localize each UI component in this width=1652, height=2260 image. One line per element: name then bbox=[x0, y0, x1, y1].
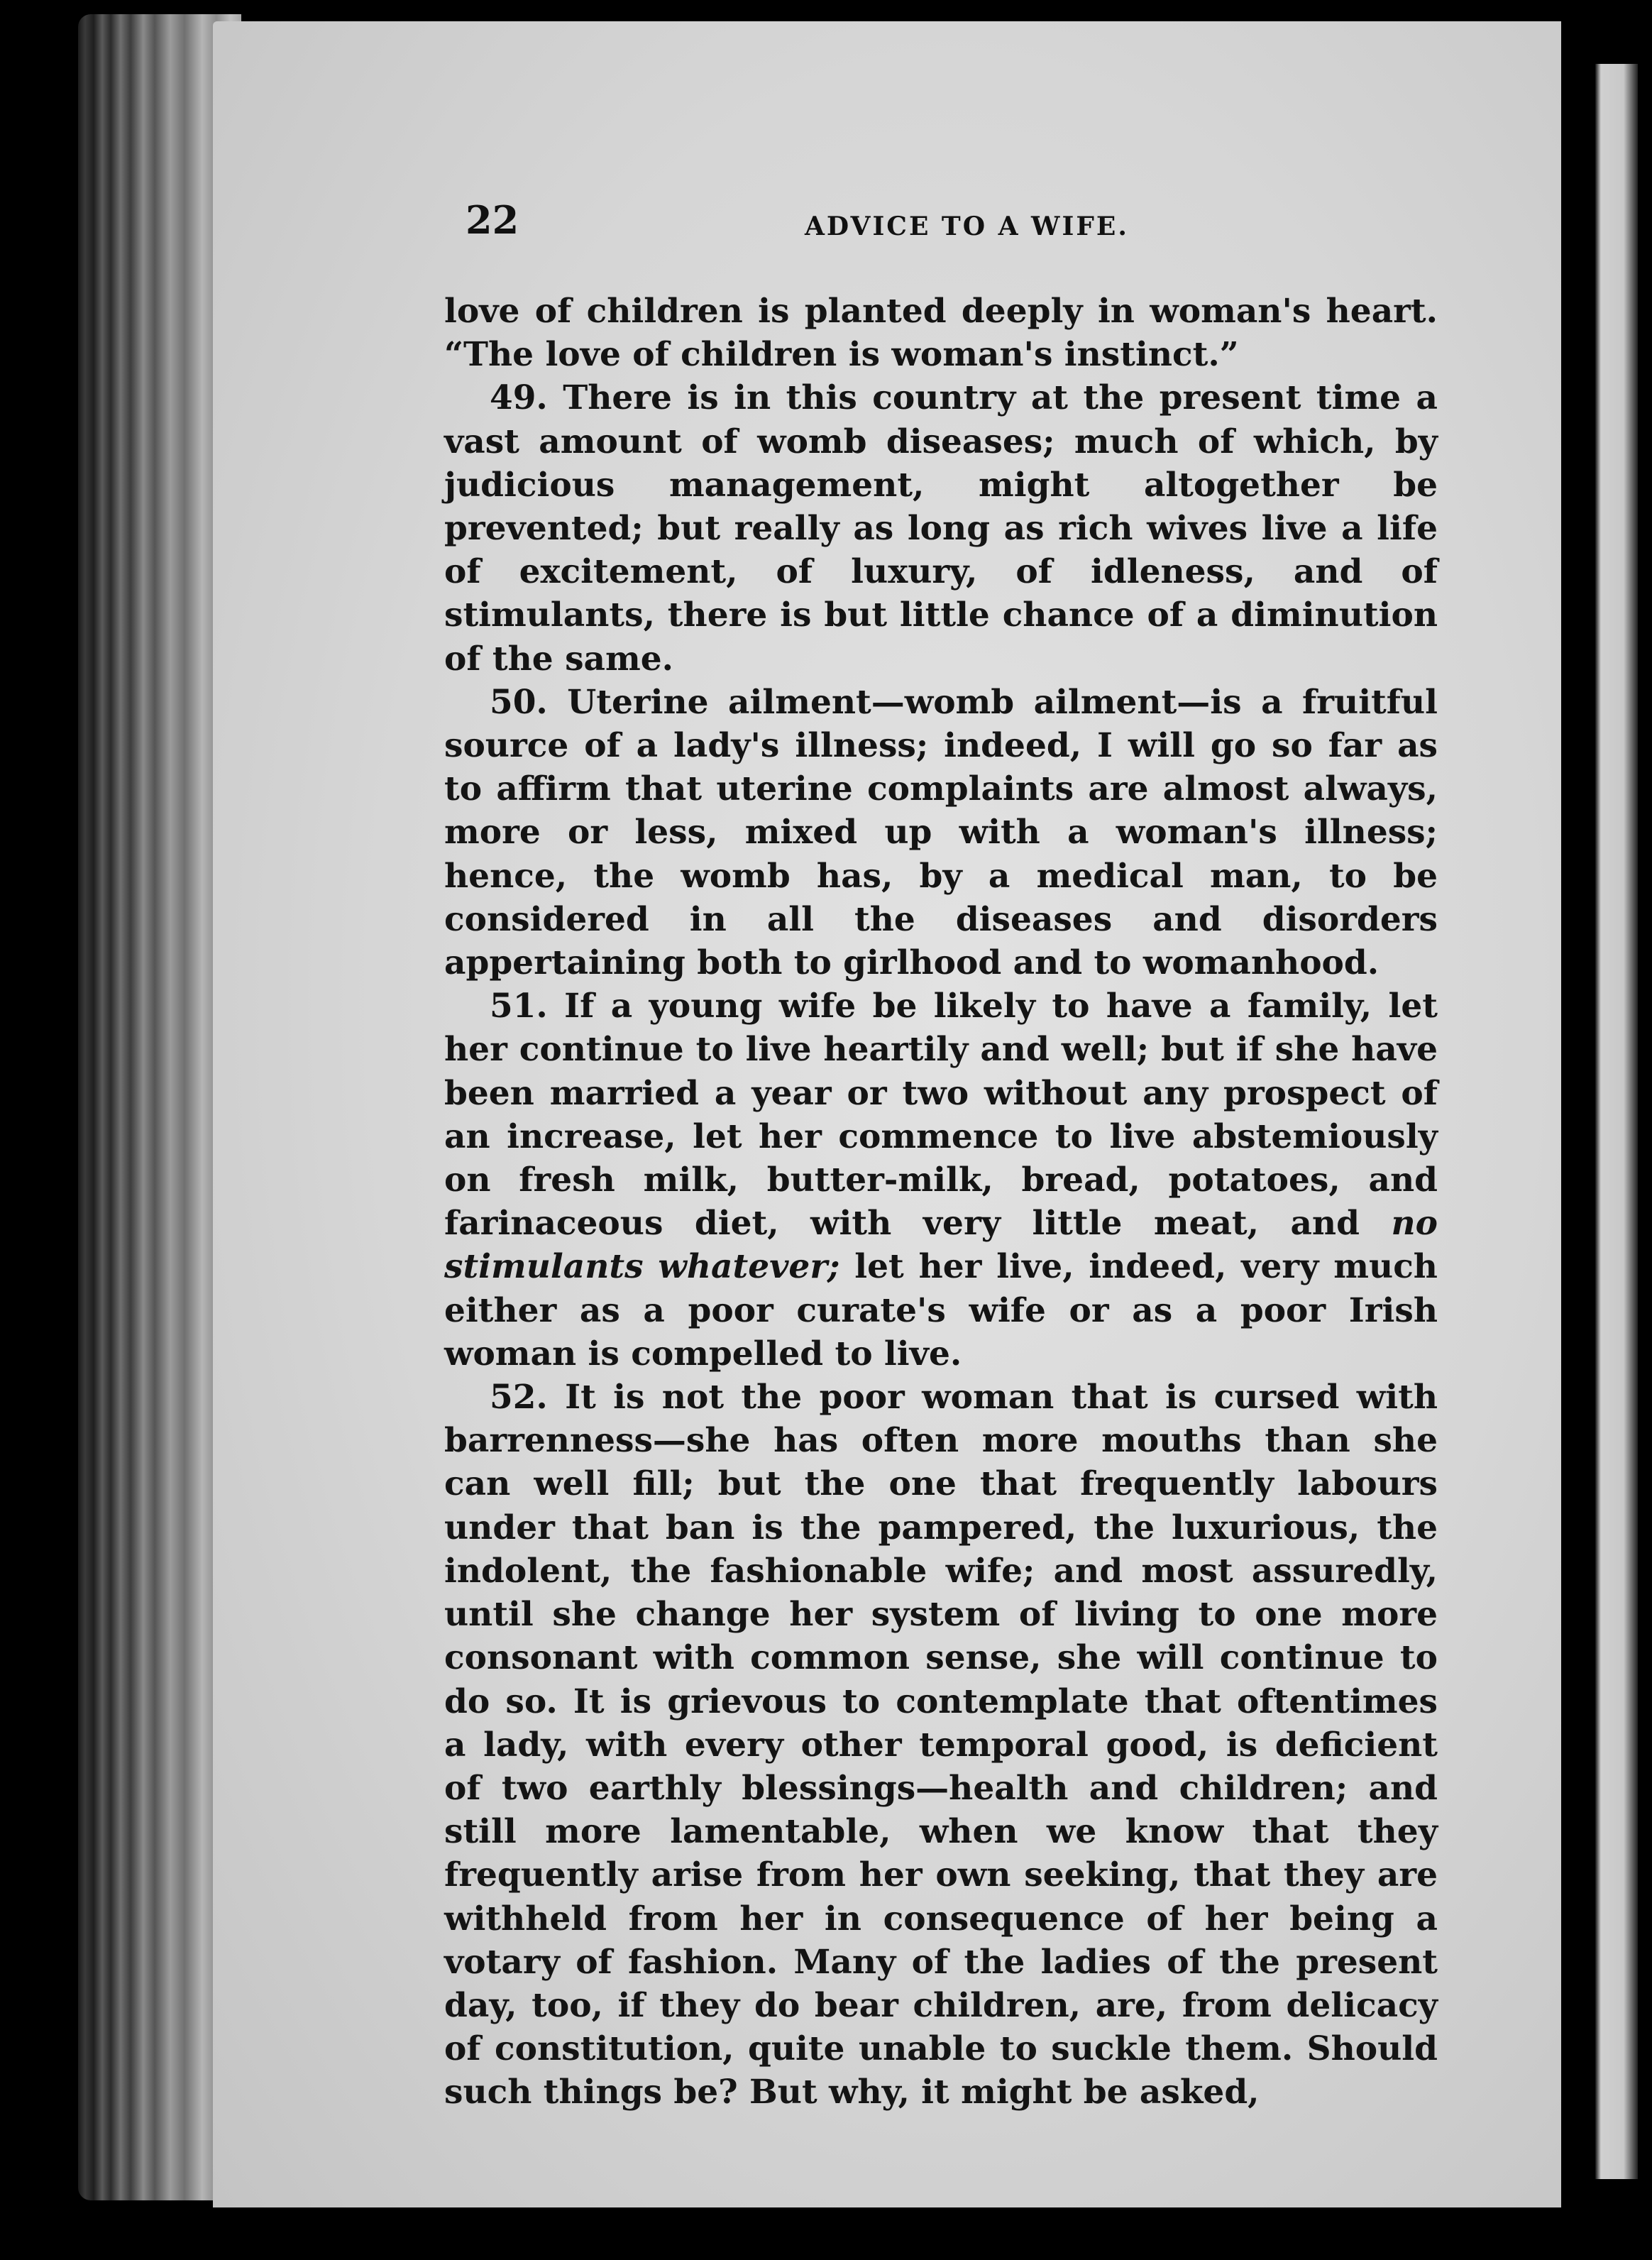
running-title: ADVICE TO A WIFE. bbox=[805, 212, 1129, 241]
paragraph-50 bbox=[444, 681, 1438, 984]
paragraph-text: There is in this country at the present time a vast amount of womb diseases; much of which, by judicious management, might altogether be prevented; but really as long as rich wives live a life of excitement, of luxury, of idleness, and of stimulants, there is but little chance of a diminution of the same. bbox=[444, 378, 1438, 679]
paragraph-51 bbox=[444, 984, 1438, 1376]
paragraph-number: 49. bbox=[490, 378, 548, 418]
body-text bbox=[444, 290, 1438, 2114]
paragraph-text: love of children is planted deeply in woman's heart. “The love of children is woman's instinct.” bbox=[444, 292, 1438, 375]
paragraph-number: 52. bbox=[490, 1378, 548, 1417]
page-number: 22 bbox=[466, 197, 519, 243]
paragraph-52 bbox=[444, 1376, 1438, 2114]
paragraph-text: Uterine ailment—womb ailment—is a fruitful source of a lady's illness; indeed, I will go so far as to affirm that uterine complaints are almost always, more or less, mixed up with a woman's illness; hence, the womb has, by a medical man, to be considered in all the diseases and disorders appertaining both to girlhood and to womanhood. bbox=[444, 682, 1438, 983]
running-head bbox=[466, 197, 1445, 254]
paragraph-number: 50. bbox=[490, 682, 548, 722]
paragraph-text: It is not the poor woman that is cursed with barrenness—she has often more mouths than she can well fill; but the one that frequently labours under that ban is the pampered, the luxurious, the indolent, the fashionable wife; and most assuredly, until she change her system of living to one more consonant with common sense, she will continue to do so. It is grievous to contemplate that oftentimes a lady, with every other temporal good, is deficient of two earthly blessings—health and children; and still more lamentable, when we know that they frequently arise from her own seeking, that they are withheld from her in consequence of her being a votary of fashion. Many of the ladies of the present day, too, if they do bear children, are, from delicacy of constitution, quite unable to suckle them. Should such things be? But why, it might be asked, bbox=[444, 1378, 1438, 2112]
adjacent-page-edge bbox=[1595, 64, 1638, 2179]
paragraph-49 bbox=[444, 376, 1438, 680]
paragraph-text-before: If a young wife be likely to have a family, let her continue to live heartily and well; but if she have been married a year or two without any prospect of an increase, let her commence to live abstemiously on fresh milk, butter-milk, bread, potatoes, and farinaceous diet, with very little meat, and bbox=[444, 987, 1438, 1244]
emphasis-text: no stimulants whatever; bbox=[444, 1204, 1438, 1287]
paragraph-continued bbox=[444, 290, 1438, 376]
paragraph-text-after: let her live, indeed, very much either as a poor curate's wife or as a poor Irish woman is compelled to live. bbox=[444, 1247, 1438, 1373]
paragraph-number: 51. bbox=[490, 987, 548, 1026]
